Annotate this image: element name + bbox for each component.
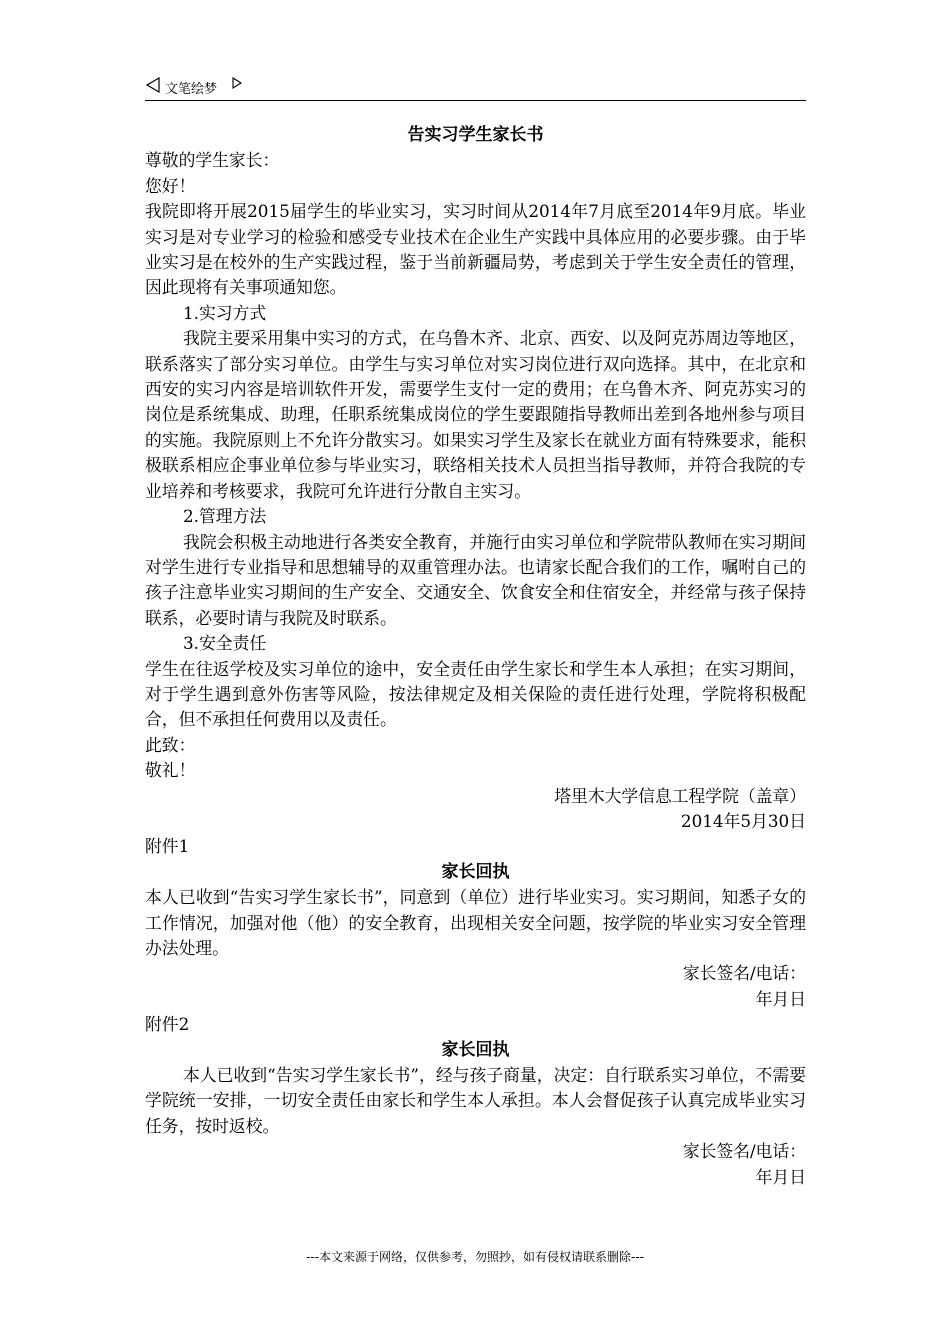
triangle-right-icon [231, 77, 243, 93]
attachment-sign: 家长签名/电话： [682, 1141, 806, 1162]
page-header [145, 74, 806, 101]
header-brand: 文笔绘梦 [165, 82, 218, 97]
letter-closing-2: 敬礼！ [145, 760, 196, 781]
attachment-body: 本人已收到“告实习学生家长书”，同意到（单位）进行毕业实习。实习期间，知悉子女的工作情况，加强对他（他）的安全教育，出现相关安全问题，按学院的毕业实习安全管理办法处理。 [145, 887, 806, 958]
attachment-date: 年月日 [755, 988, 806, 1009]
attachment-date: 年月日 [755, 1166, 806, 1187]
attachment-body: 本人已收到“告实习学生家长书”，经与孩子商量，决定：自行联系实习单位，不需要学院统一安排，一切安全责任由家长和学生本人承担。本人会督促孩子认真完成毕业实习任务，按时返校。 [145, 1065, 806, 1136]
section-heading: 2.管理方法 [183, 506, 267, 527]
letter-signature: 塔里木大学信息工程学院（盖章） [554, 785, 806, 806]
page-footer: ---本文来源于网络，仅供参考，勿照抄，如有侵权请联系删除--- [306, 1250, 644, 1264]
letter-title: 告实习学生家长书 [407, 125, 544, 145]
attachment-sign: 家长签名/电话： [682, 963, 806, 984]
letter-closing-1: 此致： [145, 734, 196, 755]
section-body: 我院主要采用集中实习的方式，在乌鲁木齐、北京、西安、以及阿克苏周边等地区，联系落实了部分实习单位。由学生与实习单位对实习岗位进行双向选择。其中，在北京和西安的实习内容是培训软件开发，需要学生支付一定的费用；在乌鲁木齐、阿克苏实习的岗位是系统集成、助理，任职系统集成岗位的学生要跟随指导教师出差到各地州参与项目的实施。我院原则上不允许分散实习。如果实习学生及家长在就业方面有特殊要求，能积极联系相应企事业单位参与毕业实习，联络相关技术人员担当指导教师，并符合我院的专业培养和考核要求，我院可允许进行分散自主实习。 [145, 328, 806, 501]
section-heading: 1.实习方式 [183, 302, 267, 323]
letter-salutation: 尊敬的学生家长： [145, 150, 280, 171]
attachment-title: 家长回执 [441, 861, 510, 882]
attachment-title: 家长回执 [441, 1039, 510, 1060]
letter-intro: 我院即将开展2015届学生的毕业实习，实习时间从2014年7月底至2014年9月底。毕业实习是对专业学习的检验和感受专业技术在企业生产实践中具体应用的必要步骤。由于毕业实习是在校外的生产实践过程，鉴于当前新疆局势，考虑到关于学生安全责任的管理，因此现将有关事项通知您。 [145, 201, 806, 298]
letter-date: 2014年5月30日 [680, 810, 806, 831]
document-body [145, 123, 806, 1190]
section-body: 我院会积极主动地进行各类安全教育，并施行由实习单位和学院带队教师在实习期间对学生进行专业指导和思想辅导的双重管理办法。也请家长配合我们的工作，嘱咐自己的孩子注意毕业实习期间的生产安全、交通安全、饮食安全和住宿安全，并经常与孩子保持联系，必要时请与我院及时联系。 [145, 531, 806, 628]
section-body: 学生在往返学校及实习单位的途中，安全责任由学生家长和学生本人承担；在实习期间，对于学生遇到意外伤害等风险，按法律规定及相关保险的责任进行处理，学院将积极配合，但不承担任何费用以及责任。 [145, 658, 806, 730]
attachment-label: 附件1 [145, 836, 190, 857]
section-heading: 3.安全责任 [183, 633, 267, 654]
attachment-label: 附件2 [145, 1014, 190, 1035]
triangle-left-icon [145, 77, 161, 97]
letter-greeting: 您好！ [145, 175, 196, 196]
